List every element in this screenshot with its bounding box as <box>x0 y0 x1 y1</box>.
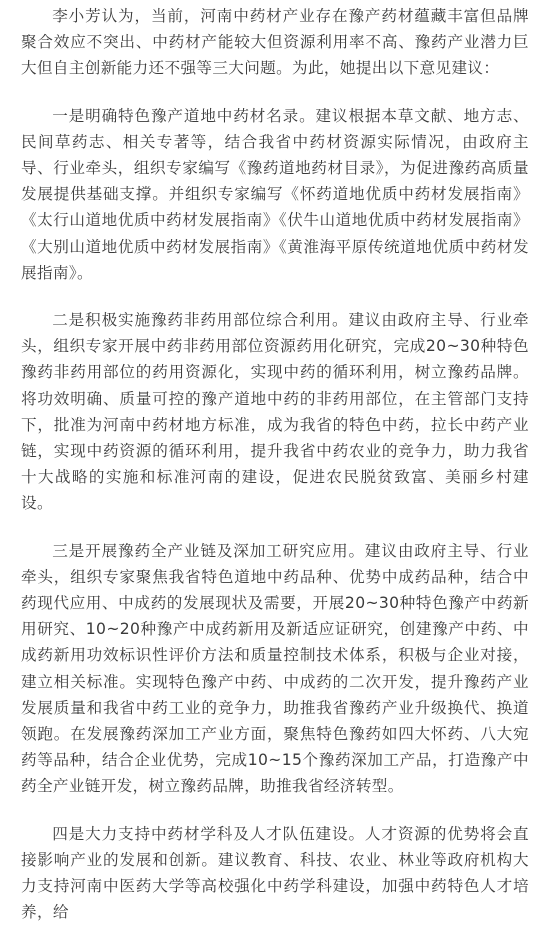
paragraph-suggestion-3: 三是开展豫药全产业链及深加工研究应用。建议由政府主导、行业牵头，组织专家聚焦我省特色道地中药品种、优势中成药品种，结合中药现代应用、中成药的发展现状及需要，开展20~30种特色豫产中药新用研究、10~20种豫产中成药新用及新适应证研究，创建豫产中药、中成药新用功效标识性评价方法和质量控制技术体系，积极与企业对接，建立相关标准。实现特色豫产中药、中成药的二次开发，提升豫药产业发展质量和我省中药工业的竞争力，助推我省豫药产业升级换代、换道领跑。在发展豫药深加工产业方面，聚焦特色豫药如四大怀药、八大宛药等品种，结合企业优势，完成10~15个豫药深加工产品，打造豫产中药全产业链开发，树立豫药品牌，助推我省经济转型。 <box>21 541 529 796</box>
paragraph-suggestion-1: 一是明确特色豫产道地中药材名录。建议根据本草文献、地方志、民间草药志、相关专著等，结合我省中药材资源实际情况，由政府主导、行业牵头，组织专家编写《豫药道地药材目录》，为促进豫药高质量发展提供基础支撑。并组织专家编写《怀药道地优质中药材发展指南》《太行山道地优质中药材发展指南》《伏牛山道地优质中药材发展指南》《大别山道地优质中药材发展指南》《黄淮海平原传统道地优质中药材发展指南》。 <box>21 106 529 282</box>
paragraph-gap <box>21 82 529 103</box>
paragraph-suggestion-2: 二是积极实施豫药非药用部位综合利用。建议由政府主导、行业牵头，组织专家开展中药非药用部位资源药用化研究，完成20~30种特色豫药非药用部位的药用资源化，实现中药的循环利用，树立豫药品牌。将功效明确、质量可控的豫产道地中药的非药用部位，在主管部门支持下，批准为河南中药材地方标准，成为我省的特色中药，拉长中药产业链，实现中药资源的循环利用，提升我省中药农业的竞争力，助力我省十大战略的实施和标准河南的建设，促进农民脱贫致富、美丽乡村建设。 <box>21 311 529 513</box>
paragraph-gap <box>21 517 529 538</box>
paragraph-intro: 李小芳认为，当前，河南中药材产业存在豫产药材蕴藏丰富但品牌聚合效应不突出、中药材产能较大但资源利用率不高、豫药产业潜力巨大但自主创新能力还不强等三大问题。为此，她提出以下意见建议： <box>21 7 529 78</box>
paragraph-gap <box>21 800 529 821</box>
paragraph-suggestion-4: 四是大力支持中药材学科及人才队伍建设。人才资源的优势将会直接影响产业的发展和创新。建议教育、科技、农业、林业等政府机构大力支持河南中医药大学等高校强化中药学科建设，加强中药特色人才培养，给 <box>21 824 529 922</box>
paragraph-gap <box>21 286 529 307</box>
